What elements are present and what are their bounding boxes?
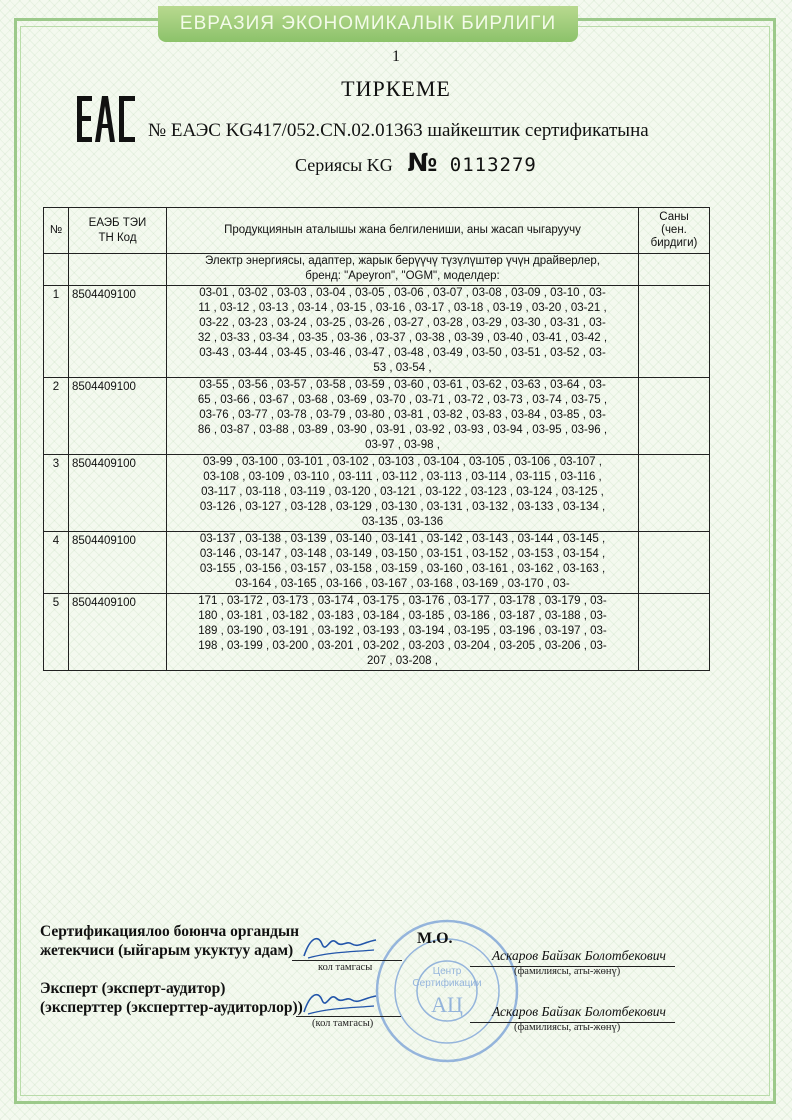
row-number: 2 — [44, 378, 69, 455]
model-line: 03-43 , 03-44 , 03-45 , 03-46 , 03-47 , 03-48 , 03-49 , 03-50 , 03-51 , 03-52 , 03- — [199, 347, 606, 359]
row-number: 3 — [44, 455, 69, 532]
product-table — [43, 207, 710, 671]
head-title-line2: жетекчиси (ыйгарым укуктуу адам) — [40, 942, 294, 959]
model-line: 207 , 03-208 , — [367, 655, 438, 667]
model-line: 11 , 03-12 , 03-13 , 03-14 , 03-15 , 03-16 , 03-17 , 03-18 , 03-19 , 03-20 , 03-21 , — [198, 302, 607, 314]
row-code: 8504409100 — [69, 532, 167, 594]
table-row — [44, 286, 710, 378]
series-line — [295, 148, 537, 177]
model-line: 03-55 , 03-56 , 03-57 , 03-58 , 03-59 , 03-60 , 03-61 , 03-62 , 03-63 , 03-64 , 03- — [199, 379, 606, 391]
svg-text:АЦ: АЦ — [431, 992, 463, 1017]
series-label: Сериясы KG — [295, 155, 393, 175]
model-line: 03-137 , 03-138 , 03-139 , 03-140 , 03-141 , 03-142 , 03-143 , 03-144 , 03-145 , — [199, 533, 606, 545]
seal-place-label: М.О. — [417, 930, 453, 947]
head-signature-icon — [300, 930, 380, 962]
intro-line: Электр энергиясы, адаптер, жарык берүүчү түзүлүштөр үчүн драйверлер, — [205, 255, 600, 267]
row-code: 8504409100 — [69, 378, 167, 455]
table-header-row — [44, 208, 710, 254]
model-line: 03-164 , 03-165 , 03-166 , 03-167 , 03-168 , 03-169 , 03-170 , 03- — [235, 578, 570, 590]
head-signature-caption: кол тамгасы — [318, 962, 373, 973]
model-line: 86 , 03-87 , 03-88 , 03-89 , 03-90 , 03-91 , 03-92 , 03-93 , 03-94 , 03-95 , 03-96 , — [197, 424, 608, 436]
row-models — [167, 286, 639, 378]
series-number-sign: № — [407, 148, 438, 177]
model-line: 171 , 03-172 , 03-173 , 03-174 , 03-175 , 03-176 , 03-177 , 03-178 , 03-179 , 03- — [198, 595, 607, 607]
model-line: 03-108 , 03-109 , 03-110 , 03-111 , 03-112 , 03-113 , 03-114 , 03-115 , 03-116 , — [203, 471, 602, 483]
table-row — [44, 594, 710, 671]
row-number: 1 — [44, 286, 69, 378]
row-models — [167, 594, 639, 671]
intro-line: бренд: "Apeyron", "OGM", моделдер: — [305, 270, 500, 282]
union-banner: ЕВРАЗИЯ ЭКОНОМИКАЛЫК БИРЛИГИ — [158, 6, 578, 42]
eac-logo-icon — [77, 96, 135, 142]
table-row — [44, 378, 710, 455]
header-quantity — [639, 208, 710, 254]
header-code-line1: ЕАЭБ ТЭИ — [88, 216, 147, 229]
expert-signature-caption: (кол тамгасы) — [312, 1018, 374, 1029]
certificate-reference: № ЕАЭС KG417/052.CN.02.01363 шайкештик сертификатына — [148, 120, 649, 141]
model-line: 180 , 03-181 , 03-182 , 03-183 , 03-184 , 03-185 , 03-186 , 03-187 , 03-188 , 03- — [198, 610, 607, 622]
model-line: 03-135 , 03-136 — [361, 516, 444, 528]
expert-signature-icon — [300, 986, 380, 1018]
header-qty-line2: (чен. — [661, 224, 687, 236]
model-line: 03-76 , 03-77 , 03-78 , 03-79 , 03-80 , 03-81 , 03-82 , 03-83 , 03-84 , 03-85 , 03- — [199, 409, 606, 421]
svg-text:Центр: Центр — [432, 966, 462, 977]
page-title: ТИРКЕМЕ — [341, 76, 451, 101]
expert-title-line2: (эксперттер (эксперттер-аудиторлор)) — [40, 999, 303, 1016]
svg-text:Сертификации: Сертификации — [412, 978, 482, 989]
row-models — [167, 532, 639, 594]
page-number: 1 — [392, 48, 400, 65]
expert-name-caption: (фамилиясы, аты-жөнү) — [514, 1022, 621, 1033]
model-line: 189 , 03-190 , 03-191 , 03-192 , 03-193 , 03-194 , 03-195 , 03-196 , 03-197 , 03- — [198, 625, 607, 637]
header-qty-line1: Саны — [659, 211, 689, 223]
intro-text — [167, 254, 639, 286]
header-no: № — [44, 208, 69, 254]
series-number: 0113279 — [449, 154, 537, 176]
header-code — [69, 208, 167, 254]
model-line: 03-99 , 03-100 , 03-101 , 03-102 , 03-103 , 03-104 , 03-105 , 03-106 , 03-107 , — [203, 456, 602, 468]
head-name-caption: (фамилиясы, аты-жөнү) — [514, 966, 621, 977]
row-code: 8504409100 — [69, 286, 167, 378]
header-qty-line3: бирдиги) — [650, 237, 698, 249]
row-number: 4 — [44, 532, 69, 594]
row-code: 8504409100 — [69, 455, 167, 532]
model-line: 03-22 , 03-23 , 03-24 , 03-25 , 03-26 , 03-27 , 03-28 , 03-29 , 03-30 , 03-31 , 03- — [199, 317, 606, 329]
table-intro-row — [44, 254, 710, 286]
model-line: 03-146 , 03-147 , 03-148 , 03-149 , 03-150 , 03-151 , 03-152 , 03-153 , 03-154 , — [199, 548, 606, 560]
expert-name: Аскаров Байзак Болотбекович — [492, 1004, 666, 1019]
header-product: Продукциянын аталышы жана белгилениши, аны жасап чыгаруучу — [167, 208, 639, 254]
model-line: 53 , 03-54 , — [373, 362, 432, 374]
table-row — [44, 532, 710, 594]
table-row — [44, 455, 710, 532]
row-models — [167, 455, 639, 532]
head-title-line1: Сертификациялоо боюнча органдын — [40, 923, 300, 940]
row-number: 5 — [44, 594, 69, 671]
model-line: 03-126 , 03-127 , 03-128 , 03-129 , 03-130 , 03-131 , 03-132 , 03-133 , 03-134 , — [199, 501, 606, 513]
model-line: 03-97 , 03-98 , — [365, 439, 440, 451]
head-name: Аскаров Байзак Болотбекович — [492, 948, 666, 963]
model-line: 03-01 , 03-02 , 03-03 , 03-04 , 03-05 , 03-06 , 03-07 , 03-08 , 03-09 , 03-10 , 03- — [199, 287, 606, 299]
model-line: 198 , 03-199 , 03-200 , 03-201 , 03-202 , 03-203 , 03-204 , 03-205 , 03-206 , 03- — [198, 640, 607, 652]
model-line: 03-155 , 03-156 , 03-157 , 03-158 , 03-159 , 03-160 , 03-161 , 03-162 , 03-163 , — [199, 563, 606, 575]
model-line: 03-117 , 03-118 , 03-119 , 03-120 , 03-121 , 03-122 , 03-123 , 03-124 , 03-125 , — [201, 486, 604, 498]
model-line: 32 , 03-33 , 03-34 , 03-35 , 03-36 , 03-37 , 03-38 , 03-39 , 03-40 , 03-41 , 03-42 , — [197, 332, 608, 344]
row-code: 8504409100 — [69, 594, 167, 671]
expert-title-line1: Эксперт (эксперт-аудитор) — [40, 980, 226, 997]
row-models — [167, 378, 639, 455]
model-line: 65 , 03-66 , 03-67 , 03-68 , 03-69 , 03-70 , 03-71 , 03-72 , 03-73 , 03-74 , 03-75 , — [197, 394, 608, 406]
header-code-line2: ТН Код — [98, 231, 137, 244]
